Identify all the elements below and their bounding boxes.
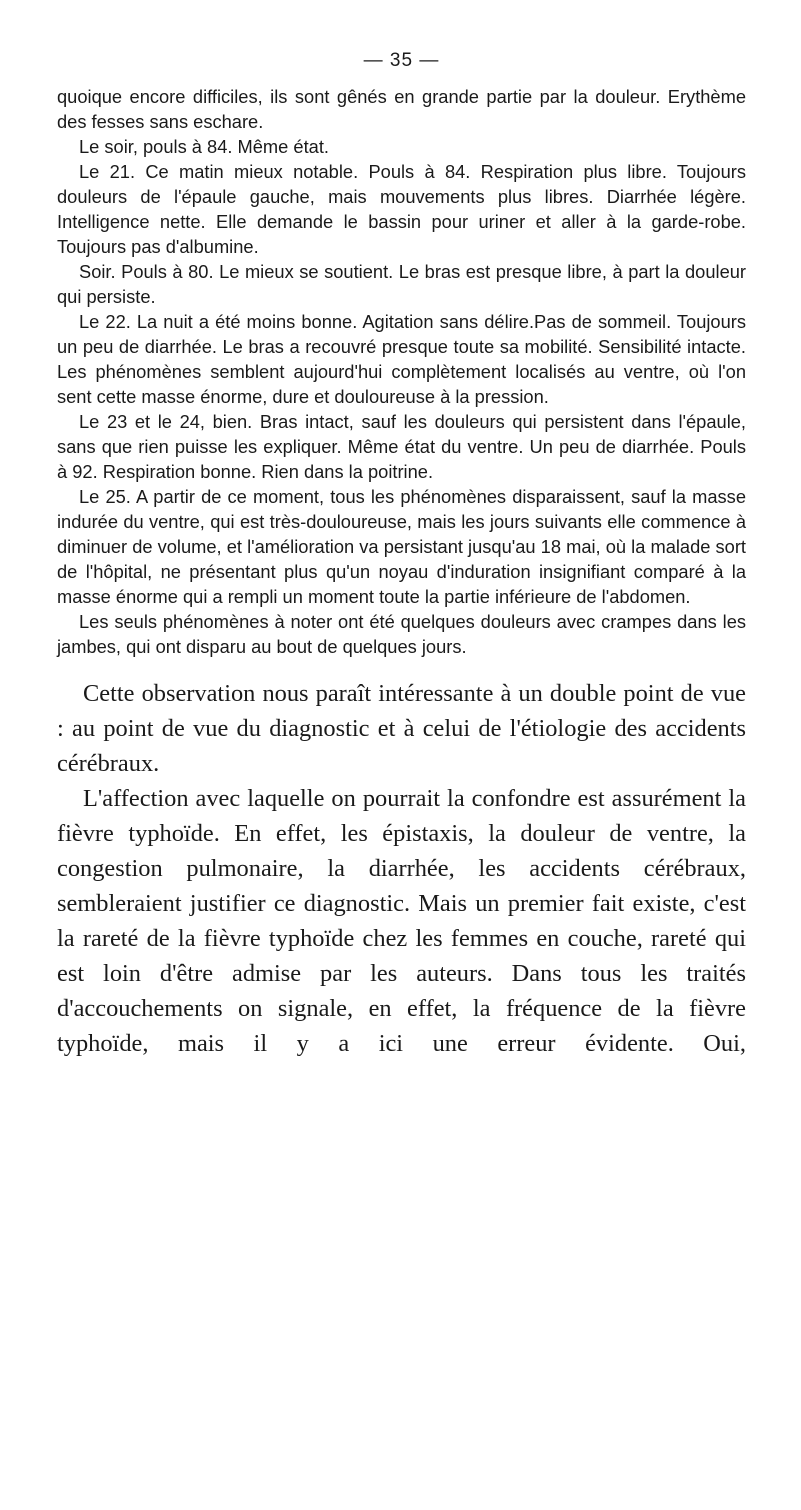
discussion-text [57, 676, 746, 1061]
observation-paragraph: Le 21. Ce matin mieux notable. Pouls à 84. Respiration plus libre. Toujours douleurs de l'épaule gauche, mais mouvements plus libres. Diarrhée légère. Intelligence nette. Elle demande le bassin pour uriner et aller à la garde-robe. Toujours pas d'albumine. [57, 161, 746, 257]
observation-paragraph: Soir. Pouls à 80. Le mieux se soutient. Le bras est presque libre, à part la douleur qui persiste. [57, 261, 746, 307]
discussion-paragraph: Cette observation nous paraît intéressante à un double point de vue : au point de vue du diagnostic et à celui de l'étiologie des accidents cérébraux. [57, 680, 746, 777]
observation-paragraph: Le 25. A partir de ce moment, tous les phénomènes disparaissent, sauf la masse indurée du ventre, qui est très-douloureuse, mais les jours suivants elle commence à diminuer de volume, et l'amélioration va persistant jusqu'au 18 mai, où la malade sort de l'hôpital, ne présentant plus qu'un noyau d'induration insignifiant comparé à la masse énorme qui a rempli un moment toute la partie inférieure de l'abdomen. [57, 486, 746, 607]
page-number: — 35 — [363, 50, 440, 71]
observation-paragraph: Le 22. La nuit a été moins bonne. Agitation sans délire.Pas de sommeil. Toujours un peu de diarrhée. Le bras a recouvré presque toute sa mobilité. Sensibilité intacte. Les phénomènes semblent aujourd'hui complètement localisés au ventre, où l'on sent cette masse énorme, dure et douloureuse à la pression. [57, 311, 746, 407]
observation-paragraph: Le soir, pouls à 84. Même état. [79, 136, 329, 157]
discussion-paragraph: L'affection avec laquelle on pourrait la confondre est assurément la fièvre typhoïde. En effet, les épistaxis, la douleur de ventre, la congestion pulmonaire, la diarrhée, les accidents cérébraux, sembleraient justifier ce diagnostic. Mais un premier fait existe, c'est la rareté de la fièvre typhoïde chez les femmes en couche, rareté qui est loin d'être admise par les auteurs. Dans tous les traités d'accouchements on signale, en effet, la fréquence de la fièvre typhoïde, mais il y a ici une erreur évidente. Oui, [57, 785, 746, 1057]
observation-paragraph: Le 23 et le 24, bien. Bras intact, sauf les douleurs qui persistent dans l'épaule, sans que rien puisse les expliquer. Même état du ventre. Un peu de diarrhée. Pouls à 92. Respiration bonne. Rien dans la poitrine. [57, 411, 746, 482]
observation-paragraph: quoique encore difficiles, ils sont gênés en grande partie par la douleur. Erythème des fesses sans eschare. [57, 86, 746, 132]
case-observation-text [57, 84, 746, 659]
observation-paragraph: Les seuls phénomènes à noter ont été quelques douleurs avec crampes dans les jambes, qui ont disparu au bout de quelques jours. [57, 611, 746, 657]
